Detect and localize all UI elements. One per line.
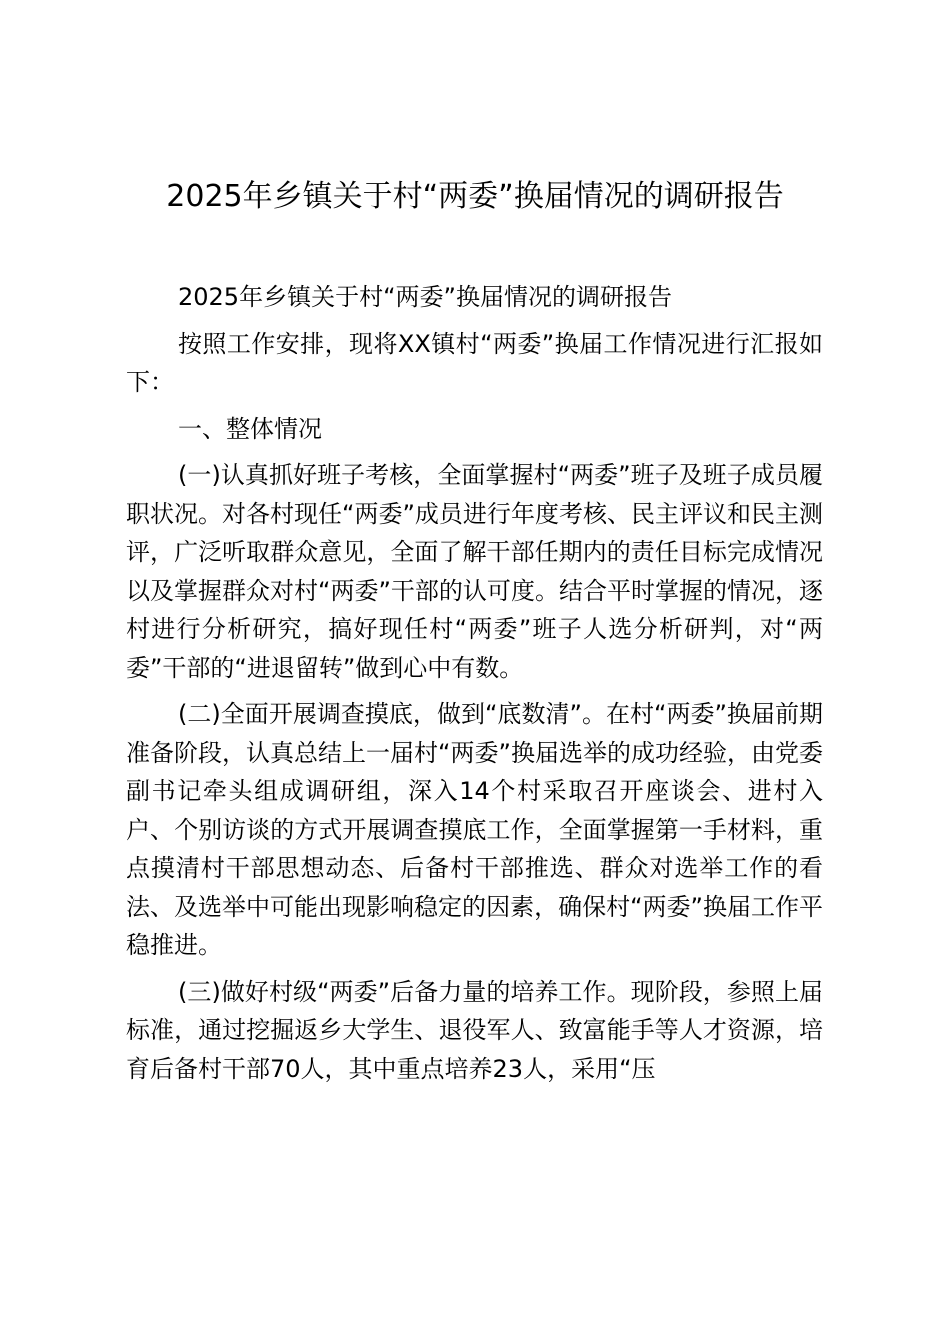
- paragraph-subtitle: 2025年乡镇关于村“两委”换届情况的调研报告: [178, 283, 672, 311]
- paragraph-intro: 按照工作安排，现将XX镇村“两委”换届工作情况进行汇报如下：: [126, 329, 823, 396]
- paragraph-item-1: (一)认真抓好班子考核，全面掌握村“两委”班子及班子成员履职状况。对各村现任“两委”成员进行年度考核、民主评议和民主测评，广泛听取群众意见，全面了解干部任期内的责任目标完成情况以及掌握群众对村“两委”干部的认可度。结合平时掌握的情况，逐村进行分析研究，搞好现任村“两委”班子人选分析研判，对“两委”干部的“进退留转”做到心中有数。: [126, 461, 823, 682]
- document-title: 2025年乡镇关于村“两委”换届情况的调研报告: [166, 179, 784, 214]
- paragraph-item-3: (三)做好村级“两委”后备力量的培养工作。现阶段，参照上届标准，通过挖掘返乡大学生、退役军人、致富能手等人才资源，培育后备村干部70人，其中重点培养23人，采用“压: [126, 977, 823, 1083]
- paragraph-item-2: (二)全面开展调查摸底，做到“底数清”。在村“两委”换届前期准备阶段，认真总结上一届村“两委”换届选举的成功经验，由党委副书记牵头组成调研组，深入14个村采取召开座谈会、进村入户、个别访谈的方式开展调查摸底工作，全面掌握第一手材料，重点摸清村干部思想动态、后备村干部推选、群众对选举工作的看法、及选举中可能出现影响稳定的因素，确保村“两委”换届工作平稳推进。: [126, 700, 823, 959]
- document-body: [126, 278, 823, 1096]
- section-heading-overall: 一、整体情况: [178, 414, 322, 443]
